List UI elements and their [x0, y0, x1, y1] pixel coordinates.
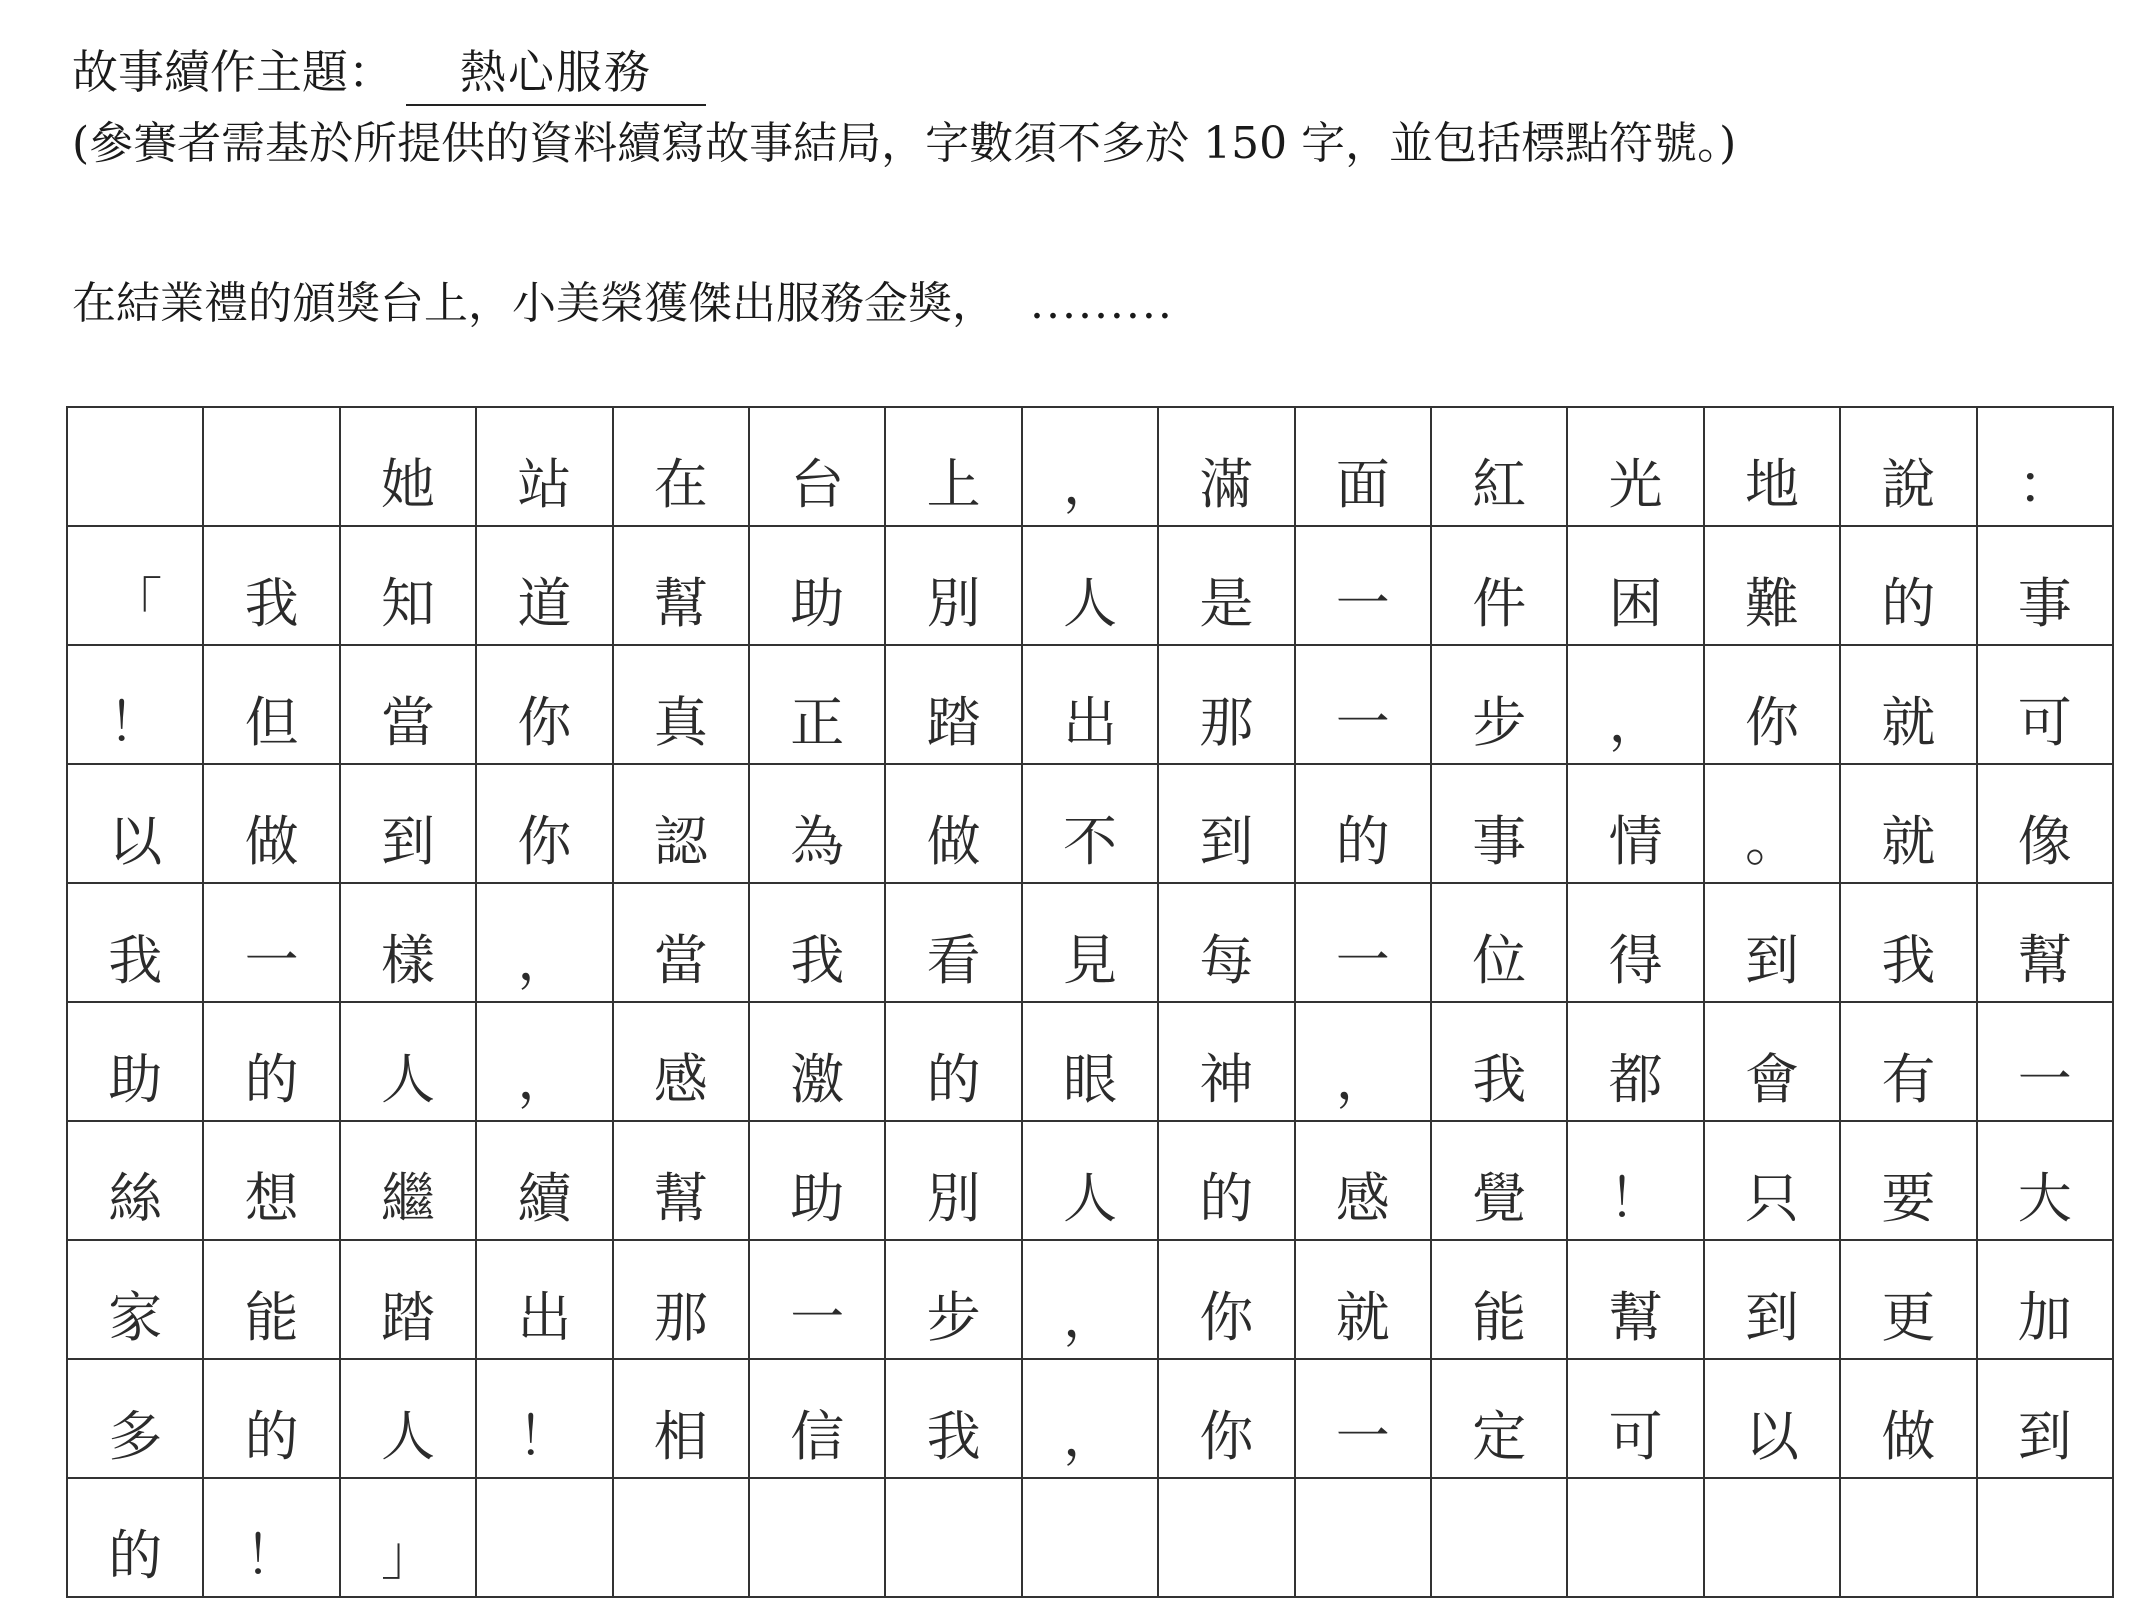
grid-cell: 的	[204, 1360, 340, 1479]
grid-cell: 的	[886, 1003, 1022, 1122]
grid-cell: 一	[1296, 884, 1432, 1003]
grid-cell: 我	[1432, 1003, 1568, 1122]
grid-cell	[614, 1479, 750, 1598]
grid-cell: 感	[614, 1003, 750, 1122]
grid-cell: 件	[1432, 527, 1568, 646]
grid-cell: 地	[1705, 408, 1841, 527]
story-prompt	[72, 272, 2112, 336]
prompt-ellipsis: .........	[1030, 278, 1174, 329]
grid-cell: 以	[68, 765, 204, 884]
grid-cell: 信	[750, 1360, 886, 1479]
grid-cell: ，	[1568, 646, 1704, 765]
grid-cell: 定	[1432, 1360, 1568, 1479]
grid-cell: 你	[1159, 1360, 1295, 1479]
topic-label: 故事續作主題：	[72, 45, 394, 99]
grid-cell: 激	[750, 1003, 886, 1122]
grid-cell: 「	[68, 527, 204, 646]
grid-cell: 出	[1023, 646, 1159, 765]
grid-cell: 的	[1296, 765, 1432, 884]
grid-cell: 在	[614, 408, 750, 527]
grid-cell: ，	[477, 884, 613, 1003]
grid-cell: 人	[1023, 527, 1159, 646]
grid-cell: 可	[1978, 646, 2114, 765]
grid-cell	[477, 1479, 613, 1598]
grid-cell: 是	[1159, 527, 1295, 646]
grid-cell: 你	[1705, 646, 1841, 765]
grid-cell: 當	[614, 884, 750, 1003]
grid-cell	[1296, 1479, 1432, 1598]
grid-cell: 幫	[614, 527, 750, 646]
grid-cell: 位	[1432, 884, 1568, 1003]
grid-cell: 感	[1296, 1122, 1432, 1241]
grid-cell: 想	[204, 1122, 340, 1241]
grid-cell: ：	[1978, 408, 2114, 527]
grid-cell	[1841, 1479, 1977, 1598]
grid-cell: 見	[1023, 884, 1159, 1003]
grid-cell: 助	[750, 527, 886, 646]
grid-cell: 續	[477, 1122, 613, 1241]
grid-cell: 得	[1568, 884, 1704, 1003]
grid-cell	[204, 408, 340, 527]
grid-cell: 步	[1432, 646, 1568, 765]
grid-cell: ！	[477, 1360, 613, 1479]
grid-cell: 的	[204, 1003, 340, 1122]
writing-grid	[66, 406, 2114, 1598]
grid-cell: 那	[614, 1241, 750, 1360]
grid-cell	[886, 1479, 1022, 1598]
grid-cell: 到	[1978, 1360, 2114, 1479]
grid-cell: 的	[68, 1479, 204, 1598]
grid-cell: 滿	[1159, 408, 1295, 527]
grid-cell: 做	[886, 765, 1022, 884]
grid-cell: 覺	[1432, 1122, 1568, 1241]
grid-cell: 一	[204, 884, 340, 1003]
grid-cell: 到	[1705, 1241, 1841, 1360]
grid-cell: 」	[341, 1479, 477, 1598]
grid-cell: 道	[477, 527, 613, 646]
grid-cell: 我	[1841, 884, 1977, 1003]
grid-cell: 面	[1296, 408, 1432, 527]
grid-cell: 那	[1159, 646, 1295, 765]
grid-cell: 絲	[68, 1122, 204, 1241]
grid-cell: 人	[1023, 1122, 1159, 1241]
grid-cell: 知	[341, 527, 477, 646]
grid-cell: 會	[1705, 1003, 1841, 1122]
grid-cell: 當	[341, 646, 477, 765]
grid-cell: 幫	[614, 1122, 750, 1241]
grid-cell: 難	[1705, 527, 1841, 646]
grid-cell: 為	[750, 765, 886, 884]
grid-cell: 像	[1978, 765, 2114, 884]
grid-cell: 繼	[341, 1122, 477, 1241]
grid-cell: 踏	[341, 1241, 477, 1360]
grid-cell: 別	[886, 527, 1022, 646]
grid-cell: 步	[886, 1241, 1022, 1360]
grid-cell: 你	[477, 765, 613, 884]
grid-cell: 就	[1841, 765, 1977, 884]
grid-cell: 加	[1978, 1241, 2114, 1360]
grid-cell: 我	[68, 884, 204, 1003]
grid-cell: 出	[477, 1241, 613, 1360]
grid-cell: ！	[68, 646, 204, 765]
grid-cell	[1159, 1479, 1295, 1598]
grid-cell: 都	[1568, 1003, 1704, 1122]
grid-cell: 一	[1296, 646, 1432, 765]
grid-cell: 她	[341, 408, 477, 527]
grid-cell: 助	[68, 1003, 204, 1122]
grid-cell: 。	[1705, 765, 1841, 884]
grid-cell: 一	[1296, 1360, 1432, 1479]
grid-cell: 眼	[1023, 1003, 1159, 1122]
grid-cell: 上	[886, 408, 1022, 527]
grid-cell: 你	[477, 646, 613, 765]
grid-cell: ，	[477, 1003, 613, 1122]
grid-cell	[1432, 1479, 1568, 1598]
grid-cell: 家	[68, 1241, 204, 1360]
grid-cell: 做	[1841, 1360, 1977, 1479]
grid-cell: 真	[614, 646, 750, 765]
grid-cell: 台	[750, 408, 886, 527]
grid-cell: 不	[1023, 765, 1159, 884]
grid-cell: 但	[204, 646, 340, 765]
grid-cell: 助	[750, 1122, 886, 1241]
grid-cell	[1705, 1479, 1841, 1598]
grid-cell: 情	[1568, 765, 1704, 884]
grid-cell	[68, 408, 204, 527]
grid-cell	[1023, 1479, 1159, 1598]
grid-cell: 有	[1841, 1003, 1977, 1122]
grid-cell: 的	[1159, 1122, 1295, 1241]
grid-cell: 每	[1159, 884, 1295, 1003]
grid-cell: 就	[1841, 646, 1977, 765]
grid-cell: 站	[477, 408, 613, 527]
grid-cell: 困	[1568, 527, 1704, 646]
grid-cell: 的	[1841, 527, 1977, 646]
grid-cell: 認	[614, 765, 750, 884]
topic-value: 熱心服務	[406, 40, 706, 106]
grid-cell: 幫	[1978, 884, 2114, 1003]
grid-cell: 到	[341, 765, 477, 884]
instructions: (參賽者需基於所提供的資料續寫故事結局，字數須不多於 150 字，並包括標點符號。)	[72, 118, 1737, 169]
grid-cell: 看	[886, 884, 1022, 1003]
grid-cell: ，	[1296, 1003, 1432, 1122]
worksheet-header	[72, 40, 2112, 336]
grid-cell: 你	[1159, 1241, 1295, 1360]
grid-cell: 我	[204, 527, 340, 646]
grid-cell: 一	[1978, 1003, 2114, 1122]
grid-cell: 一	[750, 1241, 886, 1360]
grid-cell: 正	[750, 646, 886, 765]
grid-cell: ！	[204, 1479, 340, 1598]
grid-cell: 只	[1705, 1122, 1841, 1241]
grid-cell: 紅	[1432, 408, 1568, 527]
grid-cell: 就	[1296, 1241, 1432, 1360]
prompt-text: 在結業禮的頒獎台上，小美榮獲傑出服務金獎，	[72, 278, 996, 329]
grid-cell: 踏	[886, 646, 1022, 765]
grid-cell	[750, 1479, 886, 1598]
grid-cell: 能	[204, 1241, 340, 1360]
grid-cell: 多	[68, 1360, 204, 1479]
grid-cell: 別	[886, 1122, 1022, 1241]
grid-cell: 幫	[1568, 1241, 1704, 1360]
grid-cell: 神	[1159, 1003, 1295, 1122]
grid-cell: 能	[1432, 1241, 1568, 1360]
grid-cell: 做	[204, 765, 340, 884]
grid-cell: ！	[1568, 1122, 1704, 1241]
grid-cell: 樣	[341, 884, 477, 1003]
grid-cell: 以	[1705, 1360, 1841, 1479]
grid-cell: 到	[1705, 884, 1841, 1003]
grid-cell: 光	[1568, 408, 1704, 527]
grid-cell: ，	[1023, 1241, 1159, 1360]
grid-cell: 人	[341, 1003, 477, 1122]
grid-cell: ，	[1023, 408, 1159, 527]
grid-cell	[1568, 1479, 1704, 1598]
grid-cell: 事	[1978, 527, 2114, 646]
grid-cell: 一	[1296, 527, 1432, 646]
grid-cell: 事	[1432, 765, 1568, 884]
grid-cell: 我	[750, 884, 886, 1003]
grid-cell: 相	[614, 1360, 750, 1479]
grid-cell: 更	[1841, 1241, 1977, 1360]
grid-cell: 要	[1841, 1122, 1977, 1241]
grid-cell: 我	[886, 1360, 1022, 1479]
grid-cell: 大	[1978, 1122, 2114, 1241]
grid-cell: 可	[1568, 1360, 1704, 1479]
grid-cell	[1978, 1479, 2114, 1598]
grid-cell: ，	[1023, 1360, 1159, 1479]
topic-line	[72, 40, 2112, 106]
grid-cell: 說	[1841, 408, 1977, 527]
grid-cell: 到	[1159, 765, 1295, 884]
grid-cell: 人	[341, 1360, 477, 1479]
